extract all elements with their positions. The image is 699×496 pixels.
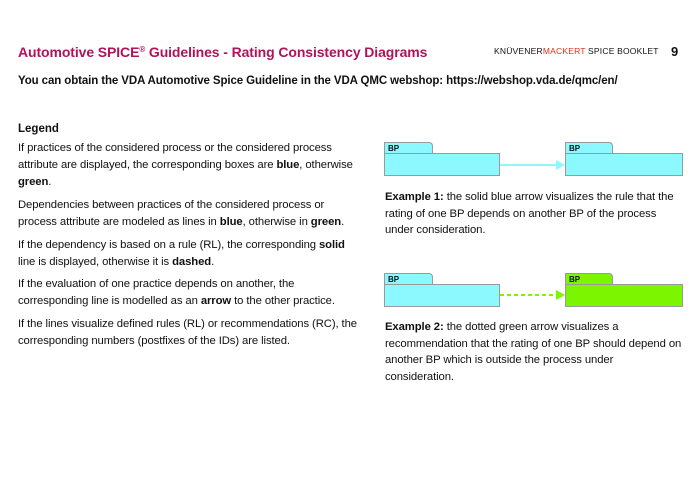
brand-logo xyxy=(494,46,659,56)
title-rest: Guidelines - Rating Consistency Diagrams xyxy=(145,44,428,60)
title-registered-mark: ® xyxy=(139,45,146,54)
example1-left-bp-box xyxy=(384,153,500,176)
legend-paragraph-2: Dependencies between practices of the considered process or process attribute are modeled as lines in blue, otherwise in green. xyxy=(18,199,345,228)
page-number: 9 xyxy=(671,44,679,59)
brand-part1: KNÜVENER xyxy=(494,46,543,56)
brand-part3: SPICE BOOKLET xyxy=(585,46,659,56)
example2-right-bp-tab: BP xyxy=(565,273,613,285)
example2-dashed-arrow xyxy=(500,289,566,301)
subtitle: You can obtain the VDA Automotive Spice Guideline in the VDA QMC webshop: https://webshop.vda.de/qmc/en/ xyxy=(18,75,618,87)
legend-paragraph-5: If the lines visualize defined rules (RL) or recommendations (RC), the corresponding numbers (postfixes of the IDs) are listed. xyxy=(18,318,357,347)
example2-right-bp-box xyxy=(565,284,683,307)
page-title xyxy=(18,44,427,60)
example1-left-bp-tab: BP xyxy=(384,142,433,154)
example2-caption: Example 2: the dotted green arrow visualizes a recommendation that the rating of one BP should depend on another BP which is outside the process under consideration. xyxy=(385,321,682,383)
example2-left-bp-tab: BP xyxy=(384,273,433,285)
title-main: Automotive SPICE xyxy=(18,44,140,60)
legend-heading: Legend xyxy=(18,123,59,135)
example1-caption: Example 1: the solid blue arrow visualizes the rule that the rating of one BP depends on another BP of the process under consideration. xyxy=(385,191,674,236)
example1-right-bp-box xyxy=(565,153,683,176)
example1-solid-arrow xyxy=(500,159,566,171)
example1-right-bp-tab: BP xyxy=(565,142,613,154)
brand-part2: MACKERT xyxy=(542,46,586,56)
legend-paragraph-4: If the evaluation of one practice depends on another, the corresponding line is modelled as an arrow to the other practice. xyxy=(18,278,335,307)
legend-paragraph-3: If the dependency is based on a rule (RL), the corresponding solid line is displayed, otherwise it is dashed. xyxy=(18,239,345,268)
example2-left-bp-box xyxy=(384,284,500,307)
legend-paragraph-1: If practices of the considered process or the considered process attribute are displayed, the corresponding boxes are blue, otherwise green. xyxy=(18,142,353,188)
